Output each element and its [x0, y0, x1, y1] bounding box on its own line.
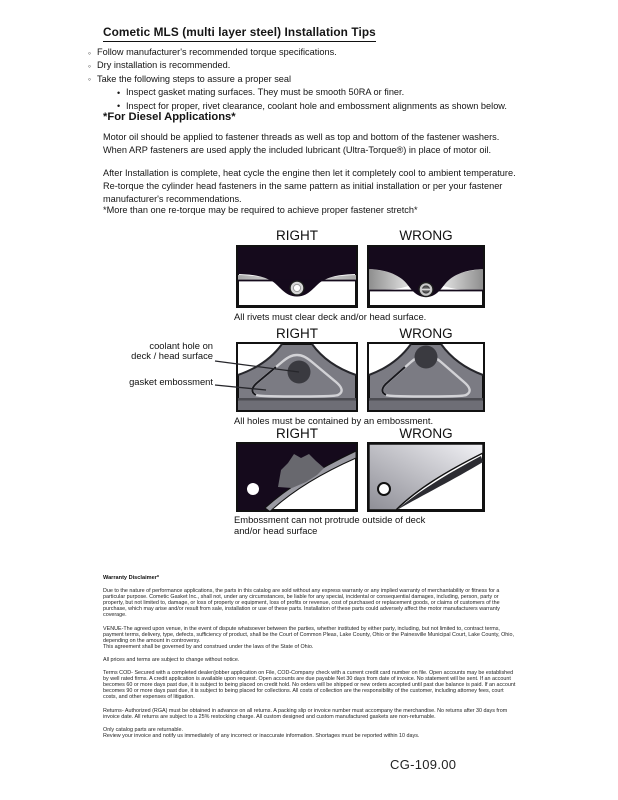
- coolant-hole-annotation: coolant hole on deck / head surface: [131, 340, 213, 361]
- open-bullet-icon: ◦: [88, 47, 92, 58]
- right-label: RIGHT: [276, 326, 318, 341]
- wrong-label: WRONG: [399, 426, 453, 441]
- pair3-caption: Embossment can not protrude outside of deck and/or head surface: [234, 514, 426, 536]
- right-label: RIGHT: [276, 228, 318, 243]
- sub-list-item: [117, 86, 528, 99]
- open-bullet-icon: ◦: [88, 74, 92, 85]
- warranty-paragraph: Returns- Authorized (RGA) must be obtained in advance on all returns. A packing slip or invoice number must accompany the merchandise. No returns after 30 days from invoice date. All returns are subject to a 25% restocking charge. All custom designed and custom manufactured gaskets are non-returnable.: [103, 707, 508, 720]
- page-title: Cometic MLS (multi layer steel) Installation Tips: [103, 25, 376, 42]
- warranty-paragraph: VENUE-The agreed upon venue, in the event of dispute whatsoever between the parties, whether instituted by either party, including, but not limited to, contract terms, payment terms, delivery, type, defects, sufficiency of product, shall be the Court of Common Pleas, Lake County, Ohio or the Painesville Municipal Court, Lake County, Ohio, depending on the amount in controversy.: [103, 625, 514, 644]
- rivet-wrong-diagram: [367, 245, 485, 308]
- warranty-paragraph: This agreement shall be governed by and construed under the laws of the State of Ohio.: [103, 643, 314, 650]
- pair2-caption: All holes must be contained by an embossment.: [234, 415, 434, 426]
- retorque-note: *More than one re-torque may be required to achieve proper fastener stretch*: [103, 205, 418, 215]
- warranty-paragraph: All prices and terms are subject to change without notice.: [103, 656, 240, 663]
- rivet-right-diagram: [236, 245, 358, 308]
- diesel-heading: *For Diesel Applications*: [103, 111, 236, 123]
- warranty-disclaimer: [103, 575, 519, 746]
- embossment-wrong-diagram: [367, 442, 485, 512]
- open-bullet-icon: ◦: [88, 60, 92, 71]
- diesel-paragraph-2: After Installation is complete, heat cycle the engine then let it completely cool to ambient temperature. Re-torque the cylinder head fasteners in the same pattern as initial installation or per your fastener manufacturer's recommendations.: [103, 168, 516, 204]
- bullet-icon: •: [117, 101, 121, 112]
- bullet-icon: •: [117, 87, 121, 98]
- wrong-label: WRONG: [399, 326, 453, 341]
- warranty-paragraph: Only catalog parts are returnable.: [103, 726, 184, 733]
- list-item-text: Follow manufacturer's recommended torque specifications.: [97, 47, 337, 57]
- list-item: [88, 59, 528, 72]
- list-item: [88, 46, 528, 59]
- page-code: CG-109.00: [390, 757, 457, 772]
- list-item: [88, 73, 528, 86]
- coolant-hole-icon: [415, 346, 438, 369]
- installation-tips-list: [88, 46, 528, 113]
- embossment-right-diagram: [236, 442, 358, 512]
- annotation-leader-lines: [100, 338, 312, 400]
- pair1-caption: All rivets must clear deck and/or head surface.: [234, 311, 427, 322]
- bolt-hole-icon: [247, 483, 259, 495]
- list-item-text: Inspect gasket mating surfaces. They must be smooth 50RA or finer.: [126, 87, 405, 98]
- diesel-paragraph-1: Motor oil should be applied to fastener threads as well as top and bottom of the fastener washers. When ARP fasteners are used apply the included lubricant (Ultra-Torque®) in place of motor oil.: [103, 132, 500, 155]
- list-item-text: Inspect for proper, rivet clearance, coolant hole and embossment alignments as shown below.: [126, 100, 507, 111]
- coolant-hole-wrong-diagram: [367, 342, 485, 412]
- right-label: RIGHT: [276, 426, 318, 441]
- bolt-hole-icon: [378, 483, 390, 495]
- warranty-heading: Warranty Disclaimer*: [103, 575, 160, 581]
- gasket-embossment-annotation: gasket embossment: [129, 376, 213, 387]
- warranty-paragraph: Due to the nature of performance applications, the parts in this catalog are sold without any express warranty or any implied warranty of merchantability or fitness for a particular purpose. Cometic Gasket Inc., shall not, under any circumstances, be liable for any special, incidental or consequential damages, including, person, party or property, but not limited to, damage, or loss of property or equipment, loss of profits or revenue, cost of purchased or replacement goods, or claims of customers of the purchase, which may arise and/or result from sale, installation or use of these parts. Installation of these parts could adversely affect the motor manufacturers warranty coverage.: [103, 588, 500, 619]
- wrong-label: WRONG: [399, 228, 453, 243]
- list-item-text: Take the following steps to assure a proper seal: [97, 73, 292, 84]
- warranty-paragraph: Review your invoice and notify us immediately of any incorrect or inaccurate information. Shortages must be reported within 10 days.: [103, 732, 420, 739]
- list-item-text: Dry installation is recommended.: [97, 60, 231, 71]
- warranty-paragraph: Terms COD- Secured with a completed dealer/jobber application on File, COD-Company check with a current credit card number on file. Open accounts may be established by well rated firms. A credit application is available upon request. Open accounts are due payable Net 30 days from date of invoice. No statement will be sent. If an account becomes 60 or more days past due, it is subject to being placed on credit hold. No orders will be shipped or new orders accepted until past due balance is paid. If an account becomes 90 or more days past due, it is subject to being placed for collections. All costs of collection are the responsibility of the customer, including attorney fees, court costs, and other expenses of litigation.: [103, 670, 516, 701]
